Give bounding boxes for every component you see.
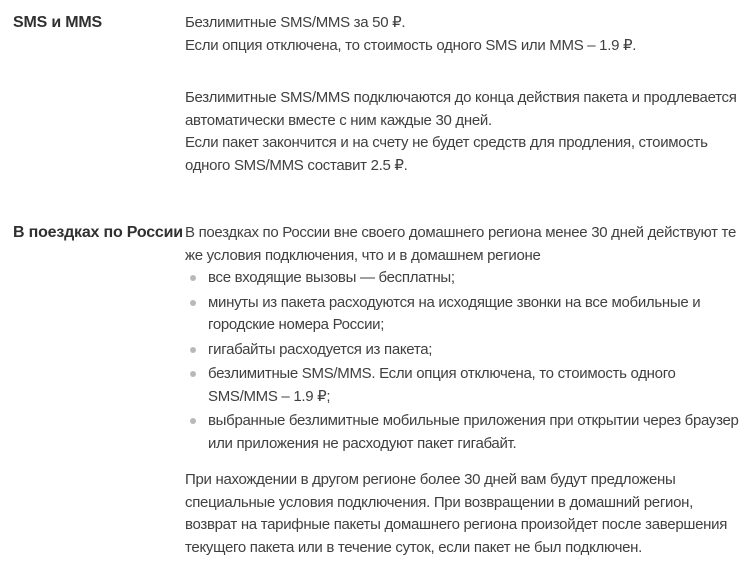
text-line: Безлимитные SMS/MMS подключаются до конца действия пакета и продлевается автоматически вместе с ним каждые 30 дней. [185,89,737,129]
list-item [185,339,741,362]
list-item [185,267,741,290]
section-content-travel-russia [185,222,741,559]
section-content-sms-mms [185,12,741,177]
list-item-text: выбранные безлимитные мобильные приложения при открытии через браузер или приложения не расходуют пакет гигабайт. [208,412,739,452]
bullet-icon [190,418,196,424]
bullet-icon [190,371,196,377]
list-item-text: гигабайты расходуется из пакета; [208,340,433,358]
list-item [185,410,741,455]
travel-intro-text: В поездках по России вне своего домашнего региона менее 30 дней действуют те же условия подключения, что и в домашнем регионе [185,224,736,264]
list-item [185,292,741,337]
paragraph-sms-renewal [185,87,741,177]
bullet-icon [190,300,196,306]
bullet-icon [190,275,196,281]
text-line: Если пакет закончится и на счету не будет средств для продления, стоимость одного SMS/MMS составит 2.5 ₽. [185,134,708,174]
text-line: Безлимитные SMS/MMS за 50 ₽. [185,14,406,31]
bullet-icon [190,347,196,353]
section-label-sms-mms: SMS и MMS [13,14,102,31]
text-line: Если опция отключена, то стоимость одного SMS или MMS – 1.9 ₽. [185,36,637,54]
list-item-text: все входящие вызовы — бесплатны; [208,269,455,286]
travel-outro-text: При нахождении в другом регионе более 30 дней вам будут предложены специальные условия подключения. При возвращении в домашний регион, возврат на тарифные пакеты домашнего региона произойдет после завершения текущего пакета или в течение суток, если пакет не был подключен. [185,471,728,556]
list-item-text: минуты из пакета расходуются на исходящие звонки на все мобильные и городские номера России; [208,293,701,333]
section-label-travel-russia: В поездках по России [13,224,183,241]
paragraph-sms-price [185,12,741,57]
list-item [185,363,741,408]
travel-conditions-list [185,267,741,455]
section-travel-russia [13,222,741,559]
section-sms-mms [13,12,741,177]
list-item-text: безлимитные SMS/MMS. Если опция отключена, то стоимость одного SMS/MMS – 1.9 ₽; [208,365,676,405]
